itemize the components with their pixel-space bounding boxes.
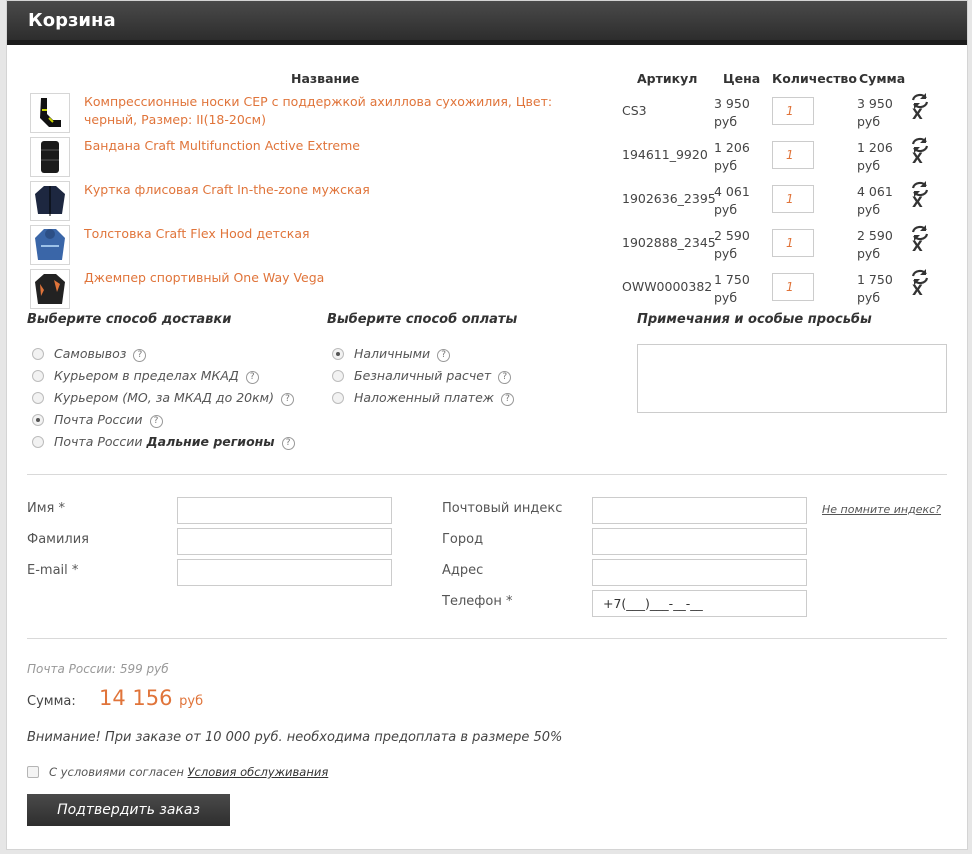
column-header-name: Название [291, 71, 360, 86]
help-icon[interactable]: ? [501, 393, 514, 406]
remove-item-button[interactable]: X [912, 239, 923, 255]
help-icon[interactable]: ? [150, 415, 163, 428]
total-amount: 14 156 [99, 686, 173, 710]
table-row [7, 225, 967, 269]
radio-button[interactable] [32, 370, 44, 382]
notes-title: Примечания и особые просьбы [637, 312, 872, 327]
product-sku: 1902888_2345 [622, 235, 716, 250]
divider [27, 474, 947, 475]
total-currency: руб [179, 694, 204, 709]
help-icon[interactable]: ? [281, 393, 294, 406]
surname-field[interactable] [177, 528, 392, 555]
option-label: Наличными [354, 346, 431, 361]
product-sku: 194611_9920 [622, 147, 708, 162]
product-sku: 1902636_2395 [622, 191, 716, 206]
phone-field[interactable]: +7(___)___-__-__ [592, 590, 807, 617]
product-price: 1 206 руб [714, 140, 750, 173]
terms-link[interactable]: Условия обслуживания [187, 765, 329, 779]
city-label: Город [442, 532, 484, 547]
notes-textarea[interactable] [637, 344, 947, 413]
option-label: Курьером в пределах МКАД [54, 368, 239, 383]
zip-lookup-link[interactable]: Не помните индекс? [822, 503, 942, 516]
cart-header [7, 1, 967, 45]
radio-button[interactable] [32, 392, 44, 404]
product-thumbnail-hoodie[interactable] [30, 225, 70, 265]
product-sum: 4 061 руб [857, 184, 893, 217]
product-link[interactable]: Бандана Craft Multifunction Active Extreme [84, 138, 360, 153]
product-price: 4 061 руб [714, 184, 750, 217]
option-label: Почта России [54, 434, 147, 449]
cart-panel [6, 0, 968, 850]
remove-item-button[interactable]: X [912, 195, 923, 211]
column-header-sku: Артикул [637, 71, 698, 86]
total-label: Сумма: [27, 694, 76, 709]
column-header-qty: Количество [772, 71, 857, 86]
option-label: Почта России [54, 412, 143, 427]
help-icon[interactable]: ? [282, 437, 295, 450]
delivery-title: Выберите способ доставки [27, 312, 232, 327]
product-thumbnail-bandana[interactable] [30, 137, 70, 177]
quantity-input[interactable]: 1 [772, 97, 814, 125]
help-icon[interactable]: ? [133, 349, 146, 362]
product-price: 2 590 руб [714, 228, 750, 261]
zip-field[interactable] [592, 497, 807, 524]
product-link[interactable]: Компрессионные носки CEP с поддержкой ахиллова сухожилия, Цвет: черный, Размер: II(18-20см) [84, 94, 553, 127]
help-icon[interactable]: ? [498, 371, 511, 384]
divider [27, 638, 947, 639]
help-icon[interactable]: ? [246, 371, 259, 384]
remove-item-button[interactable]: X [912, 283, 923, 299]
option-label: Курьером (МО, за МКАД до 20км) [54, 390, 274, 405]
product-link[interactable]: Куртка флисовая Craft In-the-zone мужская [84, 182, 370, 197]
quantity-input[interactable]: 1 [772, 141, 814, 169]
product-price: 3 950 руб [714, 96, 750, 129]
surname-label: Фамилия [27, 532, 89, 547]
shipping-cost-note: Почта России: 599 руб [27, 662, 169, 676]
column-header-sum: Сумма [859, 71, 906, 86]
city-field[interactable] [592, 528, 807, 555]
page-title: Корзина [28, 10, 116, 31]
product-thumbnail-jumper[interactable] [30, 269, 70, 309]
terms-checkbox[interactable] [27, 766, 39, 778]
radio-button[interactable] [32, 436, 44, 448]
product-price: 1 750 руб [714, 272, 750, 305]
product-sku: CS3 [622, 103, 647, 118]
phone-label: Телефон * [442, 594, 513, 609]
product-link[interactable]: Толстовка Craft Flex Hood детская [84, 226, 310, 241]
table-row [7, 137, 967, 181]
email-field[interactable] [177, 559, 392, 586]
option-label: Безналичный расчет [354, 368, 492, 383]
remove-item-button[interactable]: X [912, 151, 923, 167]
address-field[interactable] [592, 559, 807, 586]
confirm-order-button[interactable]: Подтвердить заказ [27, 794, 230, 826]
radio-button[interactable] [332, 392, 344, 404]
product-sum: 2 590 руб [857, 228, 893, 261]
quantity-input[interactable]: 1 [772, 229, 814, 257]
prepayment-warning: Внимание! При заказе от 10 000 руб. необходима предоплата в размере 50% [27, 730, 563, 745]
zip-label: Почтовый индекс [442, 501, 563, 516]
remove-item-button[interactable]: X [912, 107, 923, 123]
product-sku: OWW0000382 [622, 279, 713, 294]
option-label: Самовывоз [54, 346, 127, 361]
terms-text: С условиями согласен [49, 765, 188, 779]
product-sum: 3 950 руб [857, 96, 893, 129]
table-row [7, 269, 967, 313]
radio-button[interactable] [32, 348, 44, 360]
address-label: Адрес [442, 563, 484, 578]
quantity-input[interactable]: 1 [772, 185, 814, 213]
radio-button-selected[interactable] [32, 414, 44, 426]
radio-button[interactable] [332, 370, 344, 382]
product-thumbnail-socks[interactable] [30, 93, 70, 133]
name-field[interactable] [177, 497, 392, 524]
column-header-price: Цена [723, 71, 761, 86]
product-sum: 1 750 руб [857, 272, 893, 305]
table-row [7, 181, 967, 225]
product-link[interactable]: Джемпер спортивный One Way Vega [84, 270, 325, 285]
option-label-bold: Дальние регионы [146, 434, 275, 449]
radio-button-selected[interactable] [332, 348, 344, 360]
payment-title: Выберите способ оплаты [327, 312, 518, 327]
option-label: Наложенный платеж [354, 390, 495, 405]
product-sum: 1 206 руб [857, 140, 893, 173]
email-label: E-mail * [27, 563, 79, 578]
product-thumbnail-jacket[interactable] [30, 181, 70, 221]
quantity-input[interactable]: 1 [772, 273, 814, 301]
table-row [7, 93, 967, 137]
name-label: Имя * [27, 501, 65, 516]
total-value [99, 686, 203, 710]
help-icon[interactable]: ? [437, 349, 450, 362]
